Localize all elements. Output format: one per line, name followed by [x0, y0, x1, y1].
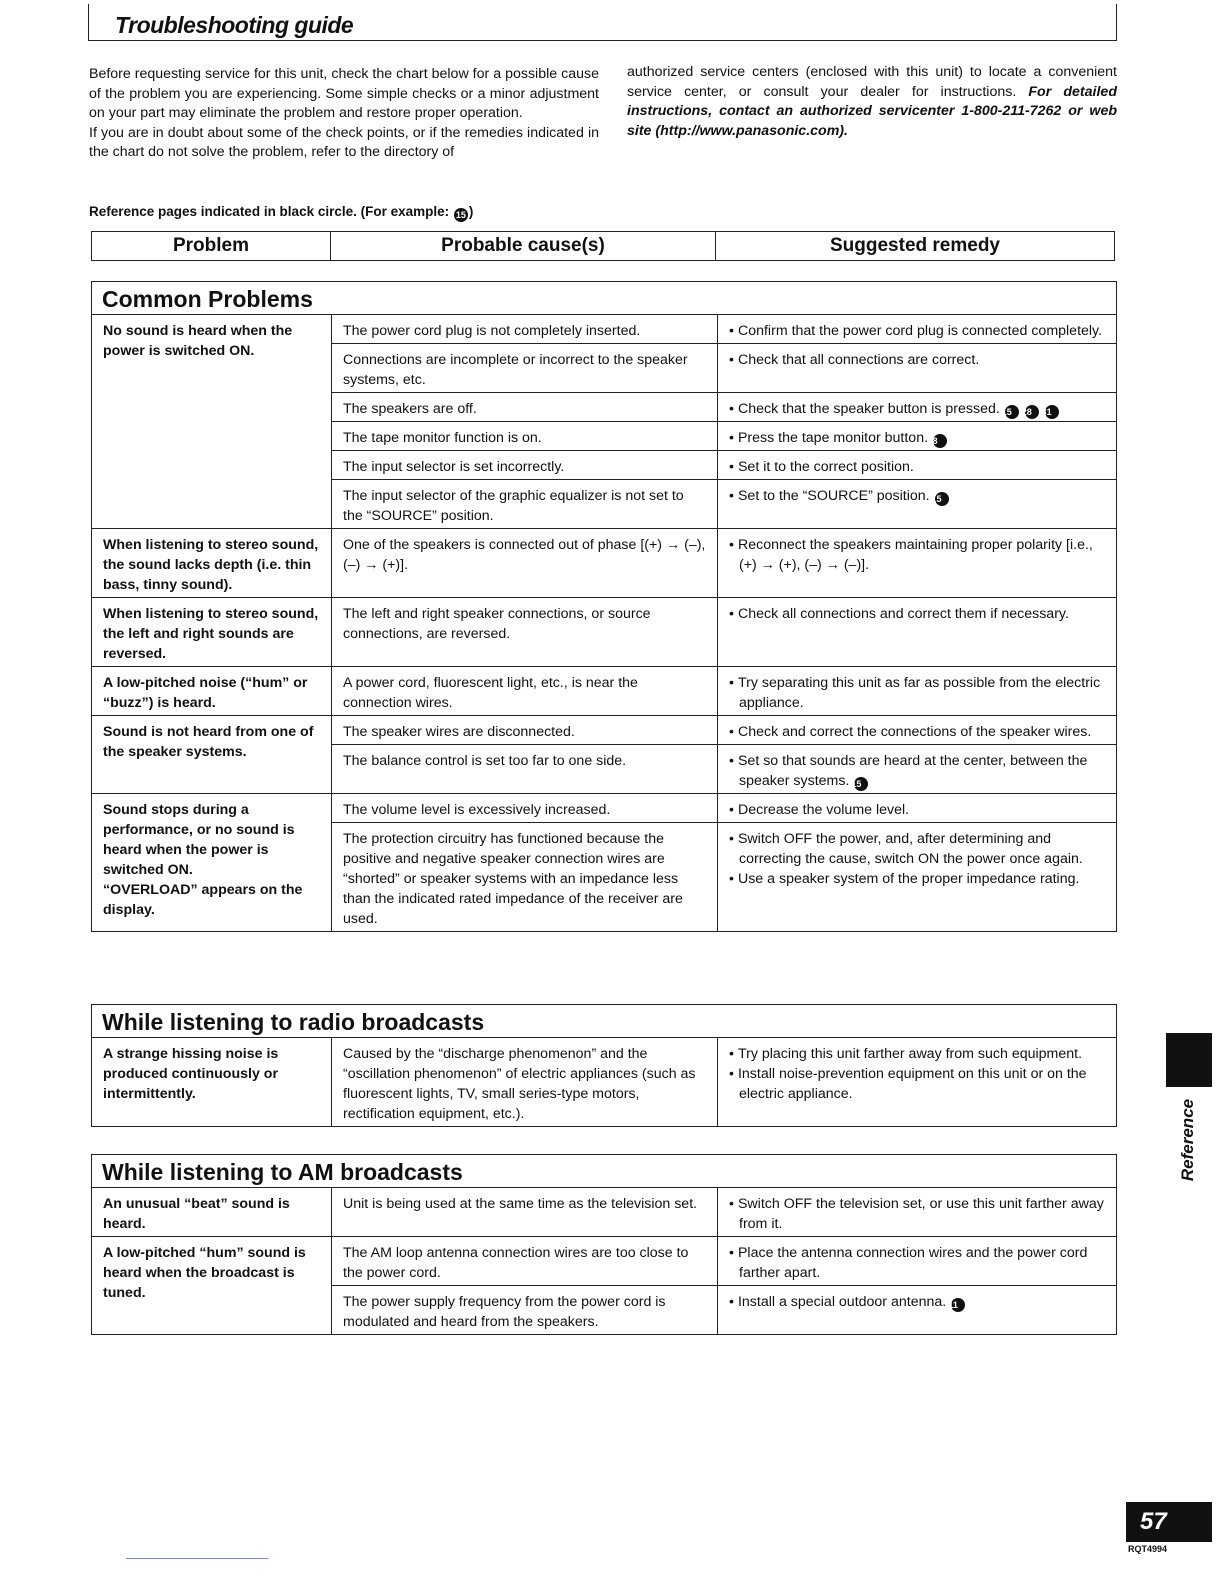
remedy-cell: [718, 1286, 1117, 1335]
cause-cell: One of the speakers is connected out of phase [(+) → (–), (–) → (+)].: [332, 529, 718, 598]
remedy-cell: [718, 451, 1117, 480]
problem-cell: Sound is not heard from one of the speaker systems.: [92, 716, 332, 794]
page-ref-badge: 11: [951, 1298, 965, 1312]
intro-right-text: [627, 63, 1117, 141]
cause-cell: The input selector is set incorrectly.: [332, 451, 718, 480]
remedy-text: Check that the speaker button is pressed.: [737, 401, 1000, 417]
remedy-cell: [718, 716, 1117, 745]
remedy-item: [729, 350, 1106, 370]
problem-cell: When listening to stereo sound, the left and right sounds are reversed.: [92, 598, 332, 667]
page-ref-badge: 8: [933, 434, 947, 448]
page-number: 57: [1126, 1502, 1212, 1542]
header-remedy: Suggested remedy: [830, 235, 1000, 256]
remedy-cell: [718, 529, 1117, 598]
remedy-text: Check all connections and correct them if necessary.: [737, 606, 1069, 622]
document-code: RQT4994: [1128, 1544, 1168, 1554]
remedy-item: [729, 751, 1106, 791]
header-problem: Problem: [92, 232, 331, 260]
remedy-text: Press the tape monitor button.: [737, 430, 929, 446]
remedy-item: [729, 1292, 1106, 1312]
page-title: Troubleshooting guide: [115, 12, 354, 38]
cause-cell: The speakers are off.: [332, 393, 718, 422]
remedy-text: Try placing this unit farther away from such equipment.: [737, 1046, 1083, 1062]
remedy-cell: [718, 823, 1117, 932]
problem-cell: A low-pitched “hum” sound is heard when the broadcast is tuned.: [92, 1237, 332, 1335]
section-table: [91, 281, 1117, 932]
page-ref-badge: 28: [1025, 405, 1039, 419]
remedy-text: Install noise-prevention equipment on this unit or on the electric appliance.: [737, 1066, 1087, 1102]
remedy-item: [729, 535, 1106, 575]
remedy-item: [729, 800, 1106, 820]
table-row: [92, 667, 1117, 716]
reference-tab-label: [1166, 1095, 1212, 1185]
cause-cell: The speaker wires are disconnected.: [332, 716, 718, 745]
cause-cell: The left and right speaker connections, or source connections, are reversed.: [332, 598, 718, 667]
problem-cell: An unusual “beat” sound is heard.: [92, 1188, 332, 1237]
section-title: Common Problems: [92, 282, 1117, 315]
remedy-item: [729, 1064, 1106, 1104]
remedy-item: [729, 869, 1106, 889]
remedy-item: [729, 829, 1106, 869]
problem-cell: Sound stops during a performance, or no sound is heard when the power is switched ON. “OVERLOAD” appears on the display.: [92, 794, 332, 932]
cause-cell: The tape monitor function is on.: [332, 422, 718, 451]
page-ref-badge: 15: [1005, 405, 1019, 419]
cause-cell: Connections are incomplete or incorrect to the speaker systems, etc.: [332, 344, 718, 393]
cause-cell: A power cord, fluorescent light, etc., is near the connection wires.: [332, 667, 718, 716]
remedy-cell: [718, 598, 1117, 667]
remedy-text: Install a special outdoor antenna.: [737, 1294, 947, 1310]
remedy-item: [729, 1044, 1106, 1064]
remedy-text: Decrease the volume level.: [737, 802, 910, 818]
table-row: [92, 315, 1117, 344]
remedy-cell: [718, 667, 1117, 716]
remedy-text: Reconnect the speakers maintaining proper polarity [i.e., (+) → (+), (–) → (–)].: [737, 537, 1093, 573]
remedy-text: Switch OFF the power, and, after determining and correcting the cause, switch ON the power once again.: [737, 831, 1083, 867]
remedy-item: [729, 673, 1106, 713]
intro-right-emphasis: For detailed instructions, contact an authorized servicenter 1-800-211-7262 or web site (http://www.panasonic.com).: [627, 83, 1117, 139]
remedy-item: [729, 722, 1106, 742]
table-row: [92, 1237, 1117, 1286]
reference-circle-example: 15: [455, 210, 466, 220]
section-title: While listening to AM broadcasts: [92, 1155, 1117, 1188]
cause-cell: The balance control is set too far to one side.: [332, 745, 718, 794]
remedy-cell: [718, 315, 1117, 344]
remedy-cell: [718, 1038, 1117, 1127]
remedy-item: [729, 604, 1106, 624]
problem-cell: A strange hissing noise is produced continuously or intermittently.: [92, 1038, 332, 1127]
remedy-cell: [718, 480, 1117, 529]
remedy-text: Switch OFF the television set, or use this unit farther away from it.: [737, 1196, 1104, 1232]
remedy-text: Check and correct the connections of the speaker wires.: [737, 724, 1092, 740]
table-row: [92, 529, 1117, 598]
section-title: While listening to radio broadcasts: [92, 1005, 1117, 1038]
table-row: [92, 598, 1117, 667]
intro-left-text: Before requesting service for this unit, check the chart below for a possible cause of the problem you are experiencing. Some simple checks or a minor adjustment on your part may eliminate the problem and restore proper operation. If you are in doubt about some of the check points, or if the remedies indicated in the chart do not solve the problem, refer to the directory of: [89, 66, 599, 161]
cause-cell: The power cord plug is not completely inserted.: [332, 315, 718, 344]
reference-note: Reference pages indicated in black circle. (For example: 15 ): [89, 204, 474, 220]
remedy-text: Check that all connections are correct.: [737, 352, 980, 368]
cause-cell: The protection circuitry has functioned because the positive and negative speaker connection wires are “shorted” or speaker systems with an impedance less than the indicated rated impedance of the receiver are used.: [332, 823, 718, 932]
page-ref-badge: 15: [935, 492, 949, 506]
remedy-item: [729, 1243, 1106, 1283]
cause-cell: The AM loop antenna connection wires are too close to the power cord.: [332, 1237, 718, 1286]
header-cause: Probable cause(s): [331, 232, 716, 260]
cause-cell: Unit is being used at the same time as the television set.: [332, 1188, 718, 1237]
cause-cell: The volume level is excessively increased.: [332, 794, 718, 823]
table-row: [92, 1188, 1117, 1237]
table-header: [91, 231, 1115, 261]
section-table: [91, 1004, 1117, 1127]
remedy-cell: [718, 344, 1117, 393]
remedy-text: Confirm that the power cord plug is connected completely.: [737, 323, 1103, 339]
cause-cell: The power supply frequency from the power cord is modulated and heard from the speakers.: [332, 1286, 718, 1335]
remedy-text: Use a speaker system of the proper impedance rating.: [737, 871, 1080, 887]
cause-cell: Caused by the “discharge phenomenon” and the “oscillation phenomenon” of electric appliances (such as fluorescent lights, TV, small series-type motors, rectification equipment, etc.).: [332, 1038, 718, 1127]
remedy-item: [729, 399, 1106, 419]
remedy-item: [729, 321, 1106, 341]
cause-cell: The input selector of the graphic equalizer is not set to the “SOURCE” position.: [332, 480, 718, 529]
remedy-cell: [718, 745, 1117, 794]
remedy-item: [729, 428, 1106, 448]
problem-cell: A low-pitched noise (“hum” or “buzz”) is heard.: [92, 667, 332, 716]
page-ref-badge: 15: [854, 777, 868, 791]
remedy-text: Set it to the correct position.: [737, 459, 914, 475]
remedy-text: Try separating this unit as far as possible from the electric appliance.: [737, 675, 1101, 711]
reference-tab-text: Reference: [1178, 1098, 1197, 1182]
footer-rule: [126, 1558, 268, 1559]
reference-tab-marker: [1166, 1033, 1212, 1087]
remedy-cell: [718, 1188, 1117, 1237]
section-table: [91, 1154, 1117, 1335]
remedy-cell: [718, 393, 1117, 422]
reference-note-text: Reference pages indicated in black circle. (For example:: [89, 204, 450, 219]
page-ref-badge: 31: [1045, 405, 1059, 419]
remedy-text: Place the antenna connection wires and the power cord farther apart.: [737, 1245, 1088, 1281]
remedy-item: [729, 1194, 1106, 1234]
remedy-cell: [718, 1237, 1117, 1286]
remedy-item: [729, 486, 1106, 506]
problem-cell: No sound is heard when the power is switched ON.: [92, 315, 332, 529]
remedy-text: Set so that sounds are heard at the center, between the speaker systems.: [737, 753, 1088, 789]
remedy-text: Set to the “SOURCE” position.: [737, 488, 930, 504]
table-row: [92, 716, 1117, 745]
problem-cell: When listening to stereo sound, the sound lacks depth (i.e. thin bass, tinny sound).: [92, 529, 332, 598]
remedy-cell: [718, 422, 1117, 451]
table-row: [92, 1038, 1117, 1127]
intro-right-plain: authorized service centers (enclosed with this unit) to locate a convenient service center, or consult your dealer for instructions.: [627, 64, 1117, 100]
remedy-cell: [718, 794, 1117, 823]
remedy-item: [729, 457, 1106, 477]
table-row: [92, 794, 1117, 823]
